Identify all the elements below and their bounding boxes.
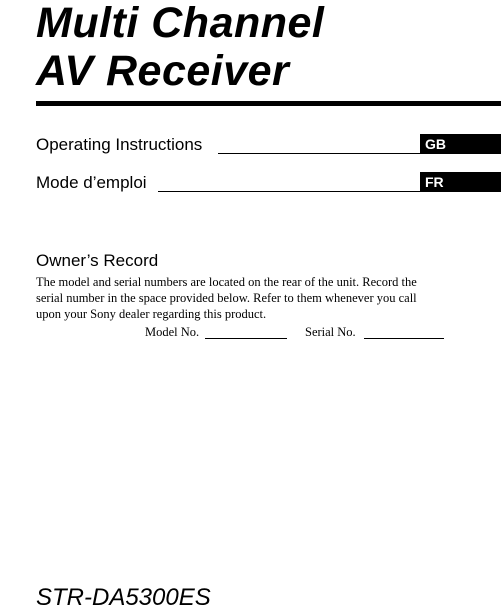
model-no-blank-line	[205, 338, 287, 339]
language-code-badge	[420, 172, 501, 192]
language-code-badge	[420, 134, 501, 154]
language-code: GB	[425, 136, 446, 152]
owners-record-body	[36, 274, 466, 322]
leader-line	[158, 191, 420, 192]
language-code: FR	[425, 174, 444, 190]
leader-line	[218, 153, 420, 154]
language-row-english	[36, 134, 501, 156]
language-row-french	[36, 172, 501, 194]
cover-title-line-1: Multi Channel	[36, 0, 325, 47]
owners-record-line: upon your Sony dealer regarding this product.	[36, 307, 267, 321]
owners-record-line: The model and serial numbers are located on the rear of the unit. Record the	[36, 275, 417, 289]
model-number: STR-DA5300ES	[36, 584, 211, 611]
language-row-label: Mode d’emploi	[36, 173, 147, 192]
owners-record-line: serial number in the space provided below. Refer to them whenever you call	[36, 291, 417, 305]
serial-no-blank-line	[364, 338, 444, 339]
owners-record-heading: Owner’s Record	[36, 251, 159, 270]
cover-title-line-2: AV Receiver	[36, 47, 290, 95]
title-divider-rule	[36, 101, 501, 106]
model-no-label: Model No.	[145, 325, 200, 339]
serial-no-label: Serial No.	[305, 325, 356, 339]
language-row-label: Operating Instructions	[36, 135, 203, 154]
